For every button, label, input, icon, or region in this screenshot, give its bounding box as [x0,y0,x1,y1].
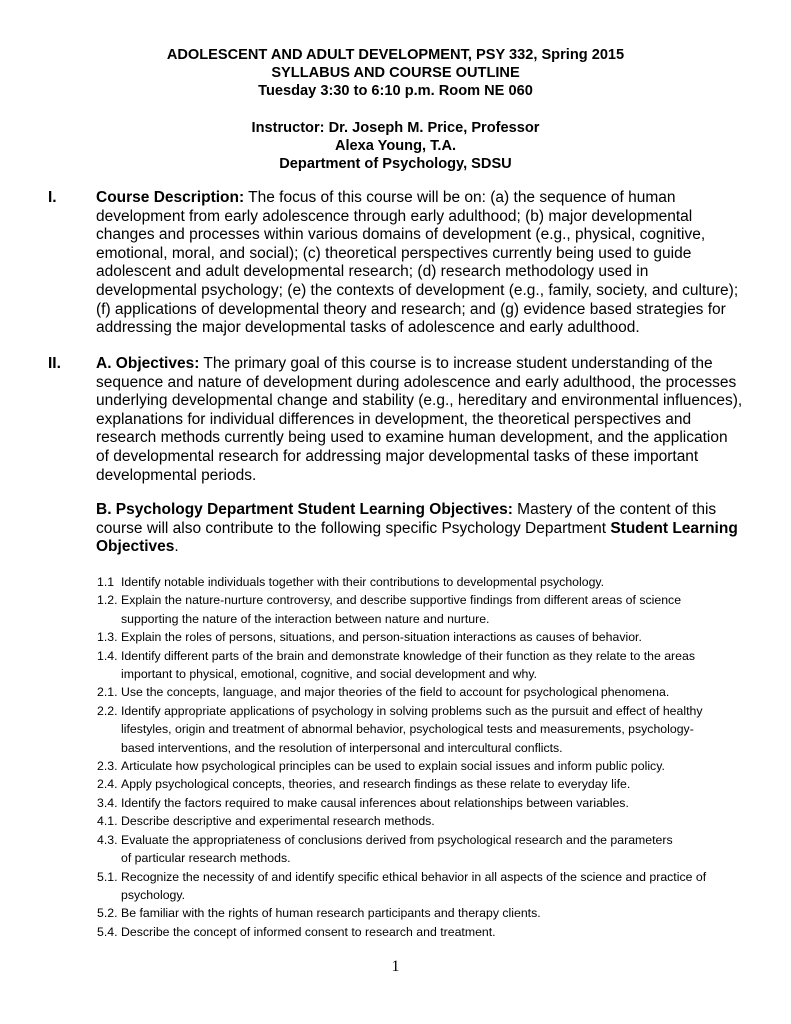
list-item [97,831,757,868]
list-item-text: Describe descriptive and experimental research methods. [121,814,435,829]
list-item [97,904,757,922]
list-item-text: Apply psychological concepts, theories, and research findings as these relate to everyday life. [121,777,631,792]
learning-objectives-paragraph: B. Psychology Department Student Learning Objectives: Mastery of the content of this course will also contribute to the following specific Psychology Department Student Learning Objectives. [96,501,738,556]
list-item-number: 3.4. [97,795,118,810]
list-item [97,757,757,775]
list-item [97,683,757,701]
ta-name: Alexa Young, T.A. [334,138,457,154]
list-item-text: Explain the roles of persons, situations, and person-situation interactions as causes of behavior. [121,630,642,645]
course-header [0,46,791,100]
section-2-number: II. [48,355,61,372]
list-item-text: Articulate how psychological principles can be used to explain social issues and inform public policy. [121,759,665,774]
department-name: Department of Psychology, SDSU [279,156,512,172]
page-number: 1 [391,958,400,975]
list-item [97,591,757,628]
list-item-text: Be familiar with the rights of human research participants and therapy clients. [121,906,541,921]
list-item [97,573,757,591]
list-item-number: 2.1. [97,685,118,700]
course-title: ADOLESCENT AND ADULT DEVELOPMENT, PSY 332, Spring 2015 [166,47,625,63]
list-item-number: 1.4. [97,648,118,663]
list-item [97,647,757,684]
list-item-number: 1.1 [97,575,115,589]
list-item-number: 2.2. [97,703,118,718]
list-item [97,812,757,830]
list-item [97,628,757,646]
list-item [97,923,757,941]
list-item-number: 5.4. [97,924,118,939]
list-item-text: Explain the nature-nurture controversy, and describe supportive findings from different areas of science supporting the nature of the interaction between nature and nurture. [121,593,682,626]
list-item-number: 4.1. [97,814,118,829]
section-1-number: I. [48,189,57,206]
list-item-text: Identify different parts of the brain and demonstrate knowledge of their function as they relate to the areas important to physical, emotional, cognitive, and social development and why. [121,648,695,682]
list-item [97,702,757,757]
list-item [97,775,757,793]
meeting-time: Tuesday 3:30 to 6:10 p.m. Room NE 060 [258,83,533,99]
instructor-name: Instructor: Dr. Joseph M. Price, Professor [251,120,540,136]
instructor-block [0,119,791,173]
list-item-text: Evaluate the appropriateness of conclusions derived from psychological research and the parameters of particular research methods. [121,832,673,866]
list-item-number: 5.2. [97,906,118,921]
list-item [97,868,757,905]
list-item-text: Describe the concept of informed consent to research and treatment. [121,924,496,939]
list-item-number: 2.3. [97,759,118,774]
list-item-text: Recognize the necessity of and identify specific ethical behavior in all aspects of the science and practice of psychology. [121,869,707,902]
list-item-text: Use the concepts, language, and major theories of the field to account for psychological phenomena. [121,685,670,700]
list-item [97,794,757,812]
list-item-number: 5.1. [97,869,118,884]
list-item-text: Identify appropriate applications of psychology in solving problems such as the pursuit and effect of healthy lifestyles, origin and treatment of abnormal behavior, psychological tests and measurements, psychology- based interventions, and the resolution of interpersonal and intercultural conflicts. [121,703,703,755]
list-item-text: Identify the factors required to make causal inferences about relationships between variables. [121,795,629,810]
objectives-paragraph: A. Objectives: The primary goal of this course is to increase student understanding of the sequence and nature of development during adolescence and early adulthood, the processes underlying developmental change and stability (e.g., hereditary and environmental influences), explanations for individual differences in development, the theoretical perspectives and research methods currently being used to examine human development, and the application of developmental research for addressing major developmental tasks of these important developmental periods. [96,355,743,484]
objectives-heading: A. Objectives: [96,355,200,372]
course-description-heading: Course Description: [96,189,245,206]
course-description: Course Description: The focus of this course will be on: (a) the sequence of human development from early adolescence through early adulthood; (b) major developmental changes and processes within various domains of development (e.g., physical, cognitive, emotional, moral, and social); (c) theoretical perspectives currently being used to guide adolescent and adult developmental research; (d) research methodology used in developmental psychology; (e) the contexts of development (e.g., family, society, and culture); (f) applications of developmental theory and research; and (g) evidence based strategies for addressing the major developmental tasks of adolescence and early adulthood. [96,189,739,337]
list-item-number: 1.3. [97,630,118,645]
learning-objectives-heading: B. Psychology Department Student Learning Objectives: [96,501,513,518]
learning-objectives-list [97,573,757,941]
list-item-number: 4.3. [97,832,118,847]
list-item-number: 2.4. [97,777,118,792]
list-item-number: 1.2. [97,593,118,608]
document-type: SYLLABUS AND COURSE OUTLINE [271,65,520,81]
list-item-text: Identify notable individuals together with their contributions to developmental psychology. [121,575,605,589]
